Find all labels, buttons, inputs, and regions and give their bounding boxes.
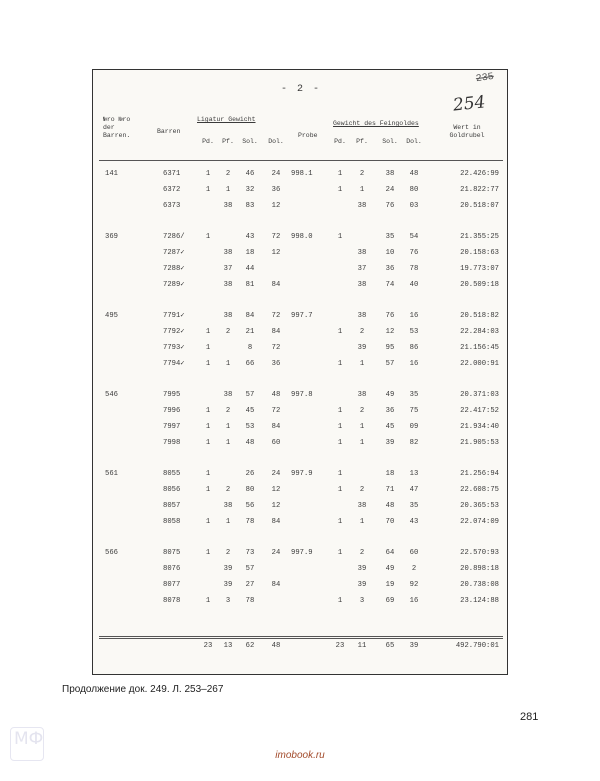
feingold-cell: 09 <box>409 423 419 431</box>
feingold-cell: 37 <box>357 265 367 273</box>
ligatur-cell: 83 <box>245 202 255 210</box>
feingold-cell: 38 <box>357 202 367 210</box>
wert-value: 22.570:93 <box>460 549 499 557</box>
total-ligatur-cell: 23 <box>203 642 213 650</box>
subheader-feingold-3: Dol. <box>406 138 422 145</box>
subheader-feingold-1: Pf. <box>356 138 368 145</box>
probe-value: 998.0 <box>291 233 313 241</box>
probe-value: 997.9 <box>291 549 313 557</box>
ligatur-cell: 26 <box>245 470 255 478</box>
ligatur-cell: 2 <box>225 328 231 336</box>
wert-value: 23.124:88 <box>460 597 499 605</box>
feingold-cell: 1 <box>337 470 343 478</box>
ligatur-cell: 12 <box>271 486 281 494</box>
ligatur-cell: 84 <box>271 281 281 289</box>
ligatur-cell: 84 <box>245 312 255 320</box>
total-rule-top <box>99 636 503 637</box>
subheader-feingold-2: Sol. <box>382 138 398 145</box>
feingold-cell: 45 <box>385 423 395 431</box>
feingold-cell: 1 <box>359 518 365 526</box>
feingold-cell: 38 <box>357 502 367 510</box>
ligatur-cell: 1 <box>205 549 211 557</box>
wert-value: 20.898:18 <box>460 565 499 573</box>
ligatur-cell: 1 <box>205 328 211 336</box>
ligatur-cell: 48 <box>245 439 255 447</box>
feingold-cell: 2 <box>359 407 365 415</box>
ligatur-cell: 1 <box>225 186 231 194</box>
ligatur-cell: 39 <box>223 565 233 573</box>
header-wert: Wert in Goldrubel <box>449 124 485 139</box>
ligatur-cell: 1 <box>205 423 211 431</box>
ligatur-cell: 1 <box>225 423 231 431</box>
feingold-cell: 36 <box>385 407 395 415</box>
bar-number: 7286/ <box>163 233 185 241</box>
bar-number: 7792✓ <box>163 328 185 336</box>
total-feingold-cell: 11 <box>357 642 367 650</box>
ligatur-cell: 8 <box>247 344 253 352</box>
site-link[interactable]: imobook.ru <box>275 750 325 761</box>
feingold-cell: 1 <box>337 423 343 431</box>
header-no-batch: №ro №ro der Barren. <box>103 116 131 139</box>
ligatur-cell: 1 <box>225 518 231 526</box>
feingold-cell: 82 <box>409 439 419 447</box>
feingold-cell: 1 <box>359 360 365 368</box>
ligatur-cell: 1 <box>205 597 211 605</box>
bar-number: 7288✓ <box>163 265 185 273</box>
ligatur-cell: 1 <box>205 439 211 447</box>
bar-number: 7996 <box>163 407 181 415</box>
feingold-cell: 47 <box>409 486 419 494</box>
feingold-cell: 24 <box>385 186 395 194</box>
ligatur-cell: 12 <box>271 202 281 210</box>
bar-number: 6371 <box>163 170 181 178</box>
ligatur-cell: 2 <box>225 549 231 557</box>
feingold-cell: 92 <box>409 581 419 589</box>
ligatur-cell: 38 <box>223 391 233 399</box>
bar-number: 7997 <box>163 423 181 431</box>
ligatur-cell: 1 <box>205 170 211 178</box>
feingold-cell: 75 <box>409 407 419 415</box>
ligatur-cell: 48 <box>271 391 281 399</box>
ligatur-cell: 1 <box>205 344 211 352</box>
feingold-cell: 70 <box>385 518 395 526</box>
bar-number: 8055 <box>163 470 181 478</box>
wert-value: 21.934:40 <box>460 423 499 431</box>
wert-value: 20.518:82 <box>460 312 499 320</box>
bar-number: 7998 <box>163 439 181 447</box>
ligatur-cell: 66 <box>245 360 255 368</box>
wert-value: 22.284:03 <box>460 328 499 336</box>
feingold-cell: 53 <box>409 328 419 336</box>
feingold-cell: 2 <box>359 549 365 557</box>
feingold-cell: 1 <box>337 186 343 194</box>
feingold-cell: 74 <box>385 281 395 289</box>
feingold-cell: 13 <box>409 470 419 478</box>
ligatur-cell: 57 <box>245 391 255 399</box>
ligatur-cell: 72 <box>271 344 281 352</box>
feingold-cell: 60 <box>409 549 419 557</box>
feingold-cell: 38 <box>357 249 367 257</box>
feingold-cell: 39 <box>357 565 367 573</box>
ligatur-cell: 78 <box>245 518 255 526</box>
probe-value: 997.8 <box>291 391 313 399</box>
publisher-logo-text: МФ <box>14 729 44 749</box>
batch-number: 566 <box>105 549 118 557</box>
ligatur-cell: 44 <box>245 265 255 273</box>
subheader-ligatur-2: Sol. <box>242 138 258 145</box>
ligatur-cell: 1 <box>205 233 211 241</box>
total-rule-bottom <box>99 638 503 639</box>
feingold-cell: 12 <box>385 328 395 336</box>
handwritten-number: 254 <box>452 92 487 116</box>
feingold-cell: 48 <box>385 502 395 510</box>
ligatur-cell: 18 <box>245 249 255 257</box>
feingold-cell: 69 <box>385 597 395 605</box>
bar-number: 8075 <box>163 549 181 557</box>
subheader-ligatur-1: Pf. <box>222 138 234 145</box>
feingold-cell: 16 <box>409 597 419 605</box>
ligatur-cell: 24 <box>271 549 281 557</box>
feingold-cell: 49 <box>385 391 395 399</box>
ligatur-cell: 21 <box>245 328 255 336</box>
probe-value: 997.9 <box>291 470 313 478</box>
feingold-cell: 1 <box>337 233 343 241</box>
feingold-cell: 35 <box>409 391 419 399</box>
subheader-ligatur-3: Dol. <box>268 138 284 145</box>
feingold-cell: 1 <box>337 360 343 368</box>
wert-value: 21.355:25 <box>460 233 499 241</box>
ligatur-cell: 81 <box>245 281 255 289</box>
wert-value: 20.518:07 <box>460 202 499 210</box>
feingold-cell: 64 <box>385 549 395 557</box>
struck-number: 235 <box>475 71 495 86</box>
total-ligatur-cell: 62 <box>245 642 255 650</box>
page-number: 281 <box>520 711 539 723</box>
wert-value: 22.608:75 <box>460 486 499 494</box>
header-probe: Probe <box>298 132 318 139</box>
feingold-cell: 40 <box>409 281 419 289</box>
wert-value: 22.000:91 <box>460 360 499 368</box>
bar-number: 7794✓ <box>163 360 185 368</box>
bar-number: 7289✓ <box>163 281 185 289</box>
bar-number: 7793✓ <box>163 344 185 352</box>
bar-number: 6373 <box>163 202 181 210</box>
ligatur-cell: 84 <box>271 328 281 336</box>
total-feingold-cell: 23 <box>335 642 345 650</box>
ligatur-cell: 38 <box>223 281 233 289</box>
wert-value: 20.158:63 <box>460 249 499 257</box>
total-feingold-cell: 39 <box>409 642 419 650</box>
ligatur-cell: 1 <box>225 360 231 368</box>
bar-number: 8058 <box>163 518 181 526</box>
wert-value: 22.426:99 <box>460 170 499 178</box>
ligatur-cell: 43 <box>245 233 255 241</box>
ligatur-cell: 12 <box>271 502 281 510</box>
feingold-cell: 39 <box>357 344 367 352</box>
feingold-cell: 49 <box>385 565 395 573</box>
ligatur-cell: 12 <box>271 249 281 257</box>
feingold-cell: 2 <box>359 486 365 494</box>
ligatur-cell: 84 <box>271 518 281 526</box>
ligatur-cell: 84 <box>271 581 281 589</box>
ligatur-cell: 24 <box>271 470 281 478</box>
ligatur-cell: 2 <box>225 170 231 178</box>
ligatur-cell: 1 <box>205 518 211 526</box>
ligatur-cell: 84 <box>271 423 281 431</box>
feingold-cell: 1 <box>359 423 365 431</box>
feingold-cell: 86 <box>409 344 419 352</box>
total-wert-value: 492.790:01 <box>455 642 499 650</box>
ligatur-cell: 38 <box>223 312 233 320</box>
scanned-document <box>92 69 508 675</box>
ligatur-cell: 1 <box>205 407 211 415</box>
ligatur-cell: 38 <box>223 249 233 257</box>
feingold-cell: 95 <box>385 344 395 352</box>
feingold-cell: 35 <box>409 502 419 510</box>
feingold-cell: 39 <box>385 439 395 447</box>
ligatur-cell: 2 <box>225 407 231 415</box>
header-feingold: Gewicht des Feingoldes <box>333 120 419 127</box>
ligatur-cell: 80 <box>245 486 255 494</box>
feingold-cell: 1 <box>337 597 343 605</box>
feingold-cell: 19 <box>385 581 395 589</box>
ligatur-cell: 1 <box>205 470 211 478</box>
feingold-cell: 1 <box>337 170 343 178</box>
bar-number: 6372 <box>163 186 181 194</box>
feingold-cell: 1 <box>337 439 343 447</box>
ligatur-cell: 24 <box>271 170 281 178</box>
ligatur-cell: 72 <box>271 233 281 241</box>
feingold-cell: 3 <box>359 597 365 605</box>
ligatur-cell: 57 <box>245 565 255 573</box>
bar-number: 8078 <box>163 597 181 605</box>
bar-number: 8077 <box>163 581 181 589</box>
feingold-cell: 36 <box>385 265 395 273</box>
total-feingold-cell: 65 <box>385 642 395 650</box>
feingold-cell: 2 <box>359 170 365 178</box>
feingold-cell: 18 <box>385 470 395 478</box>
ligatur-cell: 32 <box>245 186 255 194</box>
ligatur-cell: 72 <box>271 407 281 415</box>
feingold-cell: 71 <box>385 486 395 494</box>
feingold-cell: 1 <box>359 186 365 194</box>
feingold-cell: 43 <box>409 518 419 526</box>
feingold-cell: 38 <box>385 170 395 178</box>
subheader-ligatur-0: Pd. <box>202 138 214 145</box>
subheader-feingold-0: Pd. <box>334 138 346 145</box>
ligatur-cell: 1 <box>205 186 211 194</box>
feingold-cell: 38 <box>357 281 367 289</box>
batch-number: 141 <box>105 170 118 178</box>
feingold-cell: 03 <box>409 202 419 210</box>
feingold-cell: 16 <box>409 360 419 368</box>
wert-value: 20.365:53 <box>460 502 499 510</box>
ligatur-cell: 3 <box>225 597 231 605</box>
feingold-cell: 76 <box>385 312 395 320</box>
bar-number: 7995 <box>163 391 181 399</box>
page-marker: - 2 - <box>281 84 322 95</box>
ligatur-cell: 38 <box>223 502 233 510</box>
ligatur-cell: 27 <box>245 581 255 589</box>
feingold-cell: 38 <box>357 312 367 320</box>
feingold-cell: 1 <box>337 518 343 526</box>
header-rule <box>99 160 503 161</box>
wert-value: 22.074:09 <box>460 518 499 526</box>
feingold-cell: 35 <box>385 233 395 241</box>
wert-value: 20.371:03 <box>460 391 499 399</box>
feingold-cell: 48 <box>409 170 419 178</box>
batch-number: 495 <box>105 312 118 320</box>
bar-number: 8057 <box>163 502 181 510</box>
total-ligatur-cell: 48 <box>271 642 281 650</box>
ligatur-cell: 1 <box>205 486 211 494</box>
batch-number: 546 <box>105 391 118 399</box>
wert-value: 22.417:52 <box>460 407 499 415</box>
ligatur-cell: 78 <box>245 597 255 605</box>
ligatur-cell: 2 <box>225 486 231 494</box>
feingold-cell: 2 <box>411 565 417 573</box>
bar-number: 8076 <box>163 565 181 573</box>
feingold-cell: 16 <box>409 312 419 320</box>
feingold-cell: 39 <box>357 581 367 589</box>
ligatur-cell: 53 <box>245 423 255 431</box>
feingold-cell: 78 <box>409 265 419 273</box>
ligatur-cell: 39 <box>223 581 233 589</box>
total-ligatur-cell: 13 <box>223 642 233 650</box>
bar-number: 7287✓ <box>163 249 185 257</box>
feingold-cell: 1 <box>337 549 343 557</box>
batch-number: 369 <box>105 233 118 241</box>
feingold-cell: 10 <box>385 249 395 257</box>
wert-value: 19.773:07 <box>460 265 499 273</box>
header-barren: Barren <box>157 128 181 135</box>
ligatur-cell: 37 <box>223 265 233 273</box>
probe-value: 998.1 <box>291 170 313 178</box>
wert-value: 21.822:77 <box>460 186 499 194</box>
feingold-cell: 38 <box>357 391 367 399</box>
wert-value: 21.905:53 <box>460 439 499 447</box>
ligatur-cell: 45 <box>245 407 255 415</box>
header-ligatur: Ligatur Gewicht <box>197 116 256 123</box>
feingold-cell: 1 <box>337 407 343 415</box>
feingold-cell: 54 <box>409 233 419 241</box>
ligatur-cell: 60 <box>271 439 281 447</box>
feingold-cell: 80 <box>409 186 419 194</box>
feingold-cell: 1 <box>337 328 343 336</box>
wert-value: 20.738:08 <box>460 581 499 589</box>
feingold-cell: 76 <box>409 249 419 257</box>
feingold-cell: 76 <box>385 202 395 210</box>
ligatur-cell: 73 <box>245 549 255 557</box>
wert-value: 21.256:94 <box>460 470 499 478</box>
ligatur-cell: 56 <box>245 502 255 510</box>
ligatur-cell: 72 <box>271 312 281 320</box>
feingold-cell: 1 <box>337 486 343 494</box>
bar-number: 8056 <box>163 486 181 494</box>
ligatur-cell: 36 <box>271 186 281 194</box>
ligatur-cell: 1 <box>205 360 211 368</box>
wert-value: 20.509:18 <box>460 281 499 289</box>
ligatur-cell: 36 <box>271 360 281 368</box>
ligatur-cell: 46 <box>245 170 255 178</box>
wert-value: 21.156:45 <box>460 344 499 352</box>
ligatur-cell: 38 <box>223 202 233 210</box>
feingold-cell: 2 <box>359 328 365 336</box>
bar-number: 7791✓ <box>163 312 185 320</box>
probe-value: 997.7 <box>291 312 313 320</box>
ligatur-cell: 1 <box>225 439 231 447</box>
document-caption: Продолжение док. 249. Л. 253–267 <box>62 684 224 695</box>
feingold-cell: 57 <box>385 360 395 368</box>
batch-number: 561 <box>105 470 118 478</box>
feingold-cell: 1 <box>359 439 365 447</box>
